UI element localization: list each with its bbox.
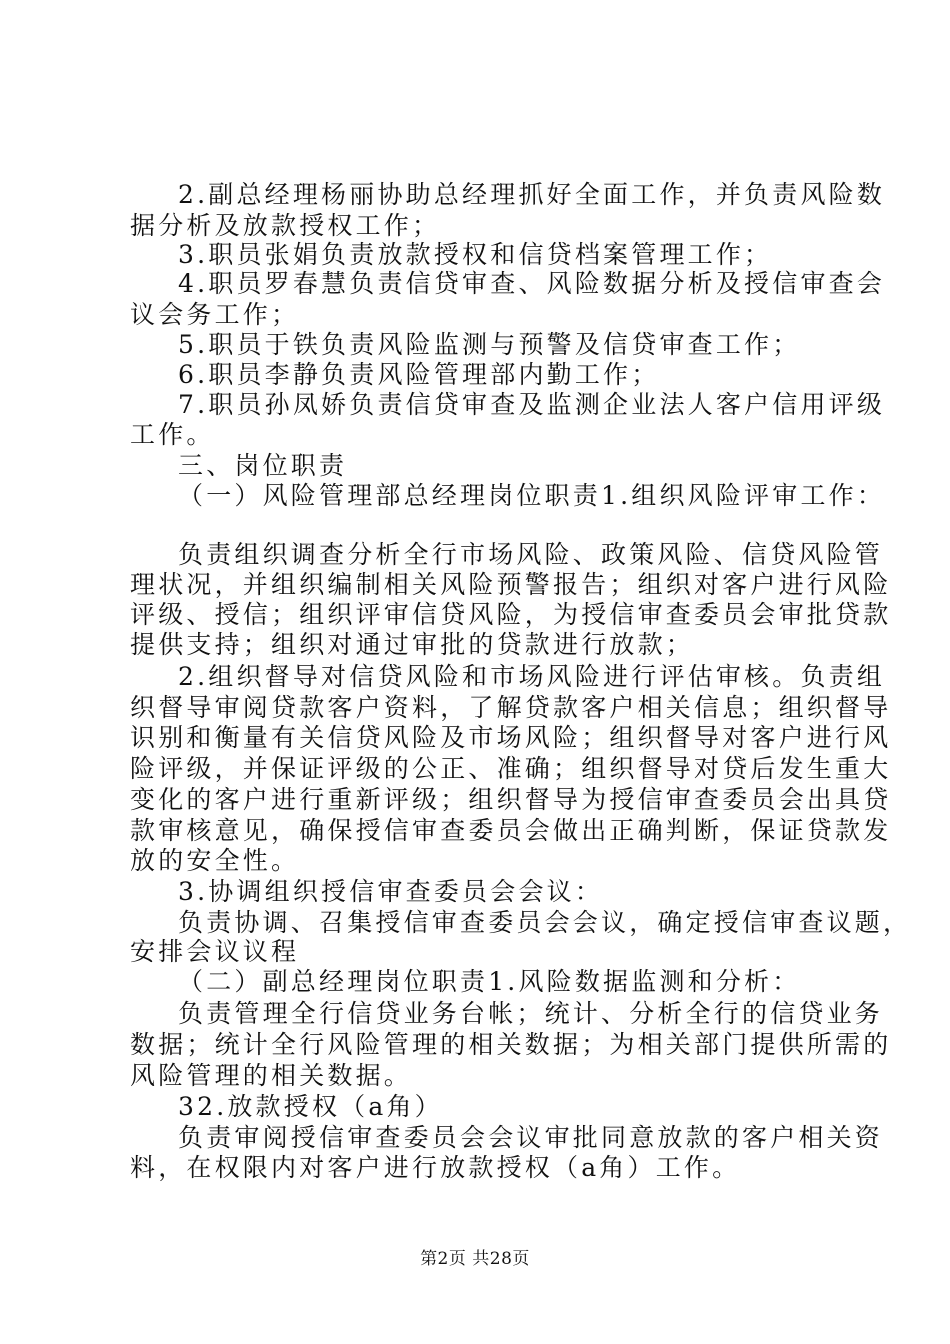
text-line: 负责协调、召集授信审查委员会会议，确定授信审查议题， [178,908,912,937]
text-line: 议会务工作； [130,300,300,329]
section-heading: 三、岗位职责 [178,451,348,480]
text-line: 识别和衡量有关信贷风险及市场风险；组织督导对客户进行风 [130,723,892,752]
text-line: 工作。 [130,420,215,449]
text-line: 6.职员李静负责风险管理部内勤工作； [178,360,660,389]
text-line: 3.职员张娟负责放款授权和信贷档案管理工作； [178,240,773,269]
text-line: 负责审阅授信审查委员会会议审批同意放款的客户相关资 [178,1123,884,1152]
text-line: 评级、授信；组织评审信贷风险，为授信审查委员会审批贷款 [130,600,892,629]
subsection-heading: （一）风险管理部总经理岗位职责1.组织风险评审工作： [178,481,886,510]
text-line: 理状况，并组织编制相关风险预警报告；组织对客户进行风险 [130,570,892,599]
text-line: 负责组织调查分析全行市场风险、政策风险、信贷风险管 [178,540,884,569]
text-line: 32.放款授权（a角） [178,1092,443,1121]
text-line: 变化的客户进行重新评级；组织督导为授信审查委员会出具贷 [130,785,892,814]
text-line: 织督导审阅贷款客户资料，了解贷款客户相关信息；组织督导 [130,693,892,722]
text-line: 2.副总经理杨丽协助总经理抓好全面工作，并负责风险数 [178,180,886,209]
subsection-heading: （二）副总经理岗位职责1.风险数据监测和分析： [178,967,801,996]
text-line: 提供支持；组织对通过审批的贷款进行放款； [130,630,695,659]
text-line: 料，在权限内对客户进行放款授权（a角）工作。 [130,1153,741,1182]
text-line: 4.职员罗春慧负责信贷审查、风险数据分析及授信审查会 [178,269,886,298]
text-line: 3.协调组织授信审查委员会会议： [178,877,604,906]
text-line: 负责管理全行信贷业务台帐；统计、分析全行的信贷业务 [178,999,884,1028]
text-line: 2.组织督导对信贷风险和市场风险进行评估审核。负责组 [178,662,886,691]
text-line: 放的安全性。 [130,846,300,875]
text-line: 款审核意见，确保授信审查委员会做出正确判断，保证贷款发 [130,816,892,845]
text-line: 7.职员孙凤娇负责信贷审查及监测企业法人客户信用评级 [178,390,886,419]
page-number-footer: 第2页 共28页 [420,1249,530,1269]
text-line: 数据；统计全行风险管理的相关数据；为相关部门提供所需的 [130,1030,892,1059]
text-line: 据分析及放款授权工作； [130,211,441,240]
text-line: 风险管理的相关数据。 [130,1061,413,1090]
text-line: 安排会议议程 [130,937,300,966]
text-line: 5.职员于铁负责风险监测与预警及信贷审查工作； [178,330,801,359]
text-line: 险评级，并保证评级的公正、准确；组织督导对贷后发生重大 [130,754,892,783]
